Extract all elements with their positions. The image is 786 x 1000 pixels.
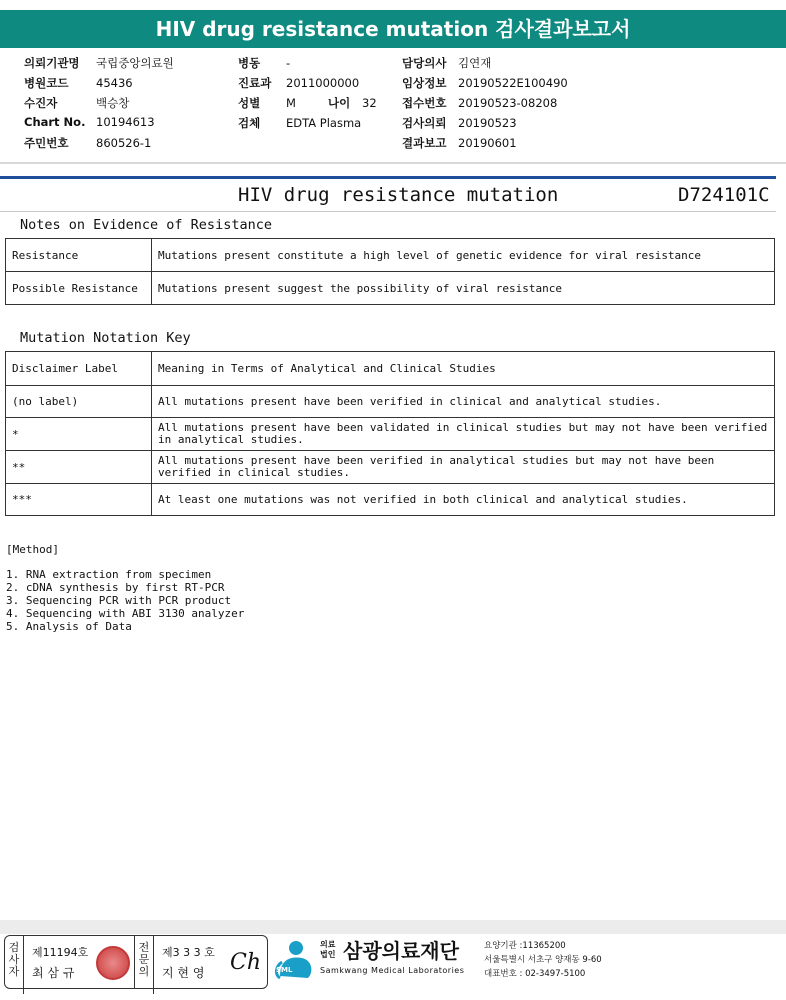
contact-line: 서울특별시 서초구 양재동 9-60 [484,955,602,965]
info-label: 진료과 [238,76,272,90]
org-name-kr: 삼광의료재단 [343,939,459,963]
list-item: 2. cDNA synthesis by first RT-PCR [6,581,225,594]
evidence-text: Mutations present suggest the possibility of viral resistance [152,272,775,305]
method-list [6,568,244,633]
info-label: 담당의사 [402,56,447,70]
list-item: 1. RNA extraction from specimen [6,568,212,581]
table-row [6,418,775,451]
seal-stamp-icon [96,946,130,980]
info-label: Chart No. [24,115,86,129]
examiner-label [5,936,24,994]
notation-text: At least one mutations was not verified in both clinical and analytical studies. [152,484,775,516]
info-label: 병동 [238,56,261,70]
info-row [402,115,568,135]
examiner-name: 최 삼 규 [32,966,75,980]
info-row [24,115,174,135]
info-row [402,55,568,75]
table-row [6,239,775,272]
info-label: 주민번호 [24,136,69,150]
notation-table [5,351,775,516]
info-value: 백승창 [96,96,130,110]
contact-line: 대표번호 : 02-3497-5100 [484,969,586,979]
info-label: 검체 [238,116,261,130]
logo-badge-text: SML [276,966,293,974]
info-value: 20190601 [458,136,517,150]
table-row [6,386,775,418]
info-value: 김연재 [458,56,492,70]
info-value: 20190523-08208 [458,96,558,110]
footer-band [0,920,786,934]
report-title: HIV drug resistance mutation 검사결과보고서 [0,10,786,48]
list-item: 3. Sequencing PCR with PCR product [6,594,232,607]
info-row [238,95,377,115]
info-value: 20190523 [458,116,517,130]
info-row [238,115,377,135]
notation-header-label: Disclaimer Label [6,352,152,386]
age-label: 나이 [328,96,351,110]
info-label: 검사의뢰 [402,116,447,130]
notation-label: (no label) [6,386,152,418]
evidence-heading: Notes on Evidence of Resistance [20,217,272,233]
info-row [238,75,377,95]
list-item: 4. Sequencing with ABI 3130 analyzer [6,607,245,620]
org-contact [484,939,602,981]
info-value: 860526-1 [96,136,152,150]
info-value: M [286,96,296,110]
info-column-2 [238,55,377,135]
table-row [6,451,775,484]
info-value: EDTA Plasma [286,116,362,130]
contact-line: 요양기관 :11365200 [484,941,566,951]
reviewer-number: 제3 3 3 호 [162,946,215,959]
notation-header-text: Meaning in Terms of Analytical and Clinical Studies [152,352,775,386]
header-divider [0,162,786,164]
info-label: 수진자 [24,96,58,110]
info-row [24,75,174,95]
info-value: - [286,56,291,70]
info-row [402,135,568,155]
logo-prefix: 의료 법인 [320,940,336,959]
sml-logo-icon [272,938,318,982]
info-value: 국립중앙의료원 [96,56,174,70]
age-value: 32 [362,96,377,110]
org-name-en: Samkwang Medical Laboratories [320,966,465,975]
reviewer-name: 지 현 영 [162,966,205,980]
notation-text: All mutations present have been verified in clinical and analytical studies. [152,386,775,418]
section-rule [0,176,776,179]
info-value: 20190522E100490 [458,76,568,90]
notation-text: All mutations present have been verified in analytical studies but may not have been verified in clinical studies. [152,451,775,484]
signature-box [4,935,268,989]
info-label: 임상정보 [402,76,447,90]
info-label: 병원코드 [24,76,69,90]
info-row [402,75,568,95]
evidence-label: Resistance [6,239,152,272]
examiner-number: 제11194호 [32,946,89,959]
info-row [24,95,174,115]
table-row [6,484,775,516]
reviewer-label [135,936,154,994]
list-item: 5. Analysis of Data [6,620,132,633]
info-label: 성별 [238,96,261,110]
notation-label: *** [6,484,152,516]
info-label: 의뢰기관명 [24,56,80,70]
examiner-cell [24,936,135,988]
section-code: D724101C [678,184,770,206]
info-label: 접수번호 [402,96,447,110]
info-label: 결과보고 [402,136,447,150]
notation-heading: Mutation Notation Key [20,330,191,346]
reviewer-label-text: 전문의 [138,941,150,978]
section-underline [0,211,776,212]
notation-text: All mutations present have been validated in clinical studies but may not have been verified in analytical studies. [152,418,775,451]
info-column-3 [402,55,568,155]
info-row [24,55,174,75]
info-value: 10194613 [96,115,155,129]
evidence-text: Mutations present constitute a high level of genetic evidence for viral resistance [152,239,775,272]
info-value: 45436 [96,76,133,90]
info-row [402,95,568,115]
table-header-row [6,352,775,386]
signature-scribble: Ch [230,950,262,975]
section-title: HIV drug resistance mutation [238,184,559,206]
info-value: 2011000000 [286,76,360,90]
notation-label: ** [6,451,152,484]
examiner-label-text: 검사자 [8,941,20,978]
info-row [24,135,174,155]
info-column-1 [24,55,174,155]
evidence-table [5,238,775,305]
evidence-label: Possible Resistance [6,272,152,305]
table-row [6,272,775,305]
method-heading: [Method] [6,543,59,556]
reviewer-cell [154,936,266,988]
notation-label: * [6,418,152,451]
info-row [238,55,377,75]
